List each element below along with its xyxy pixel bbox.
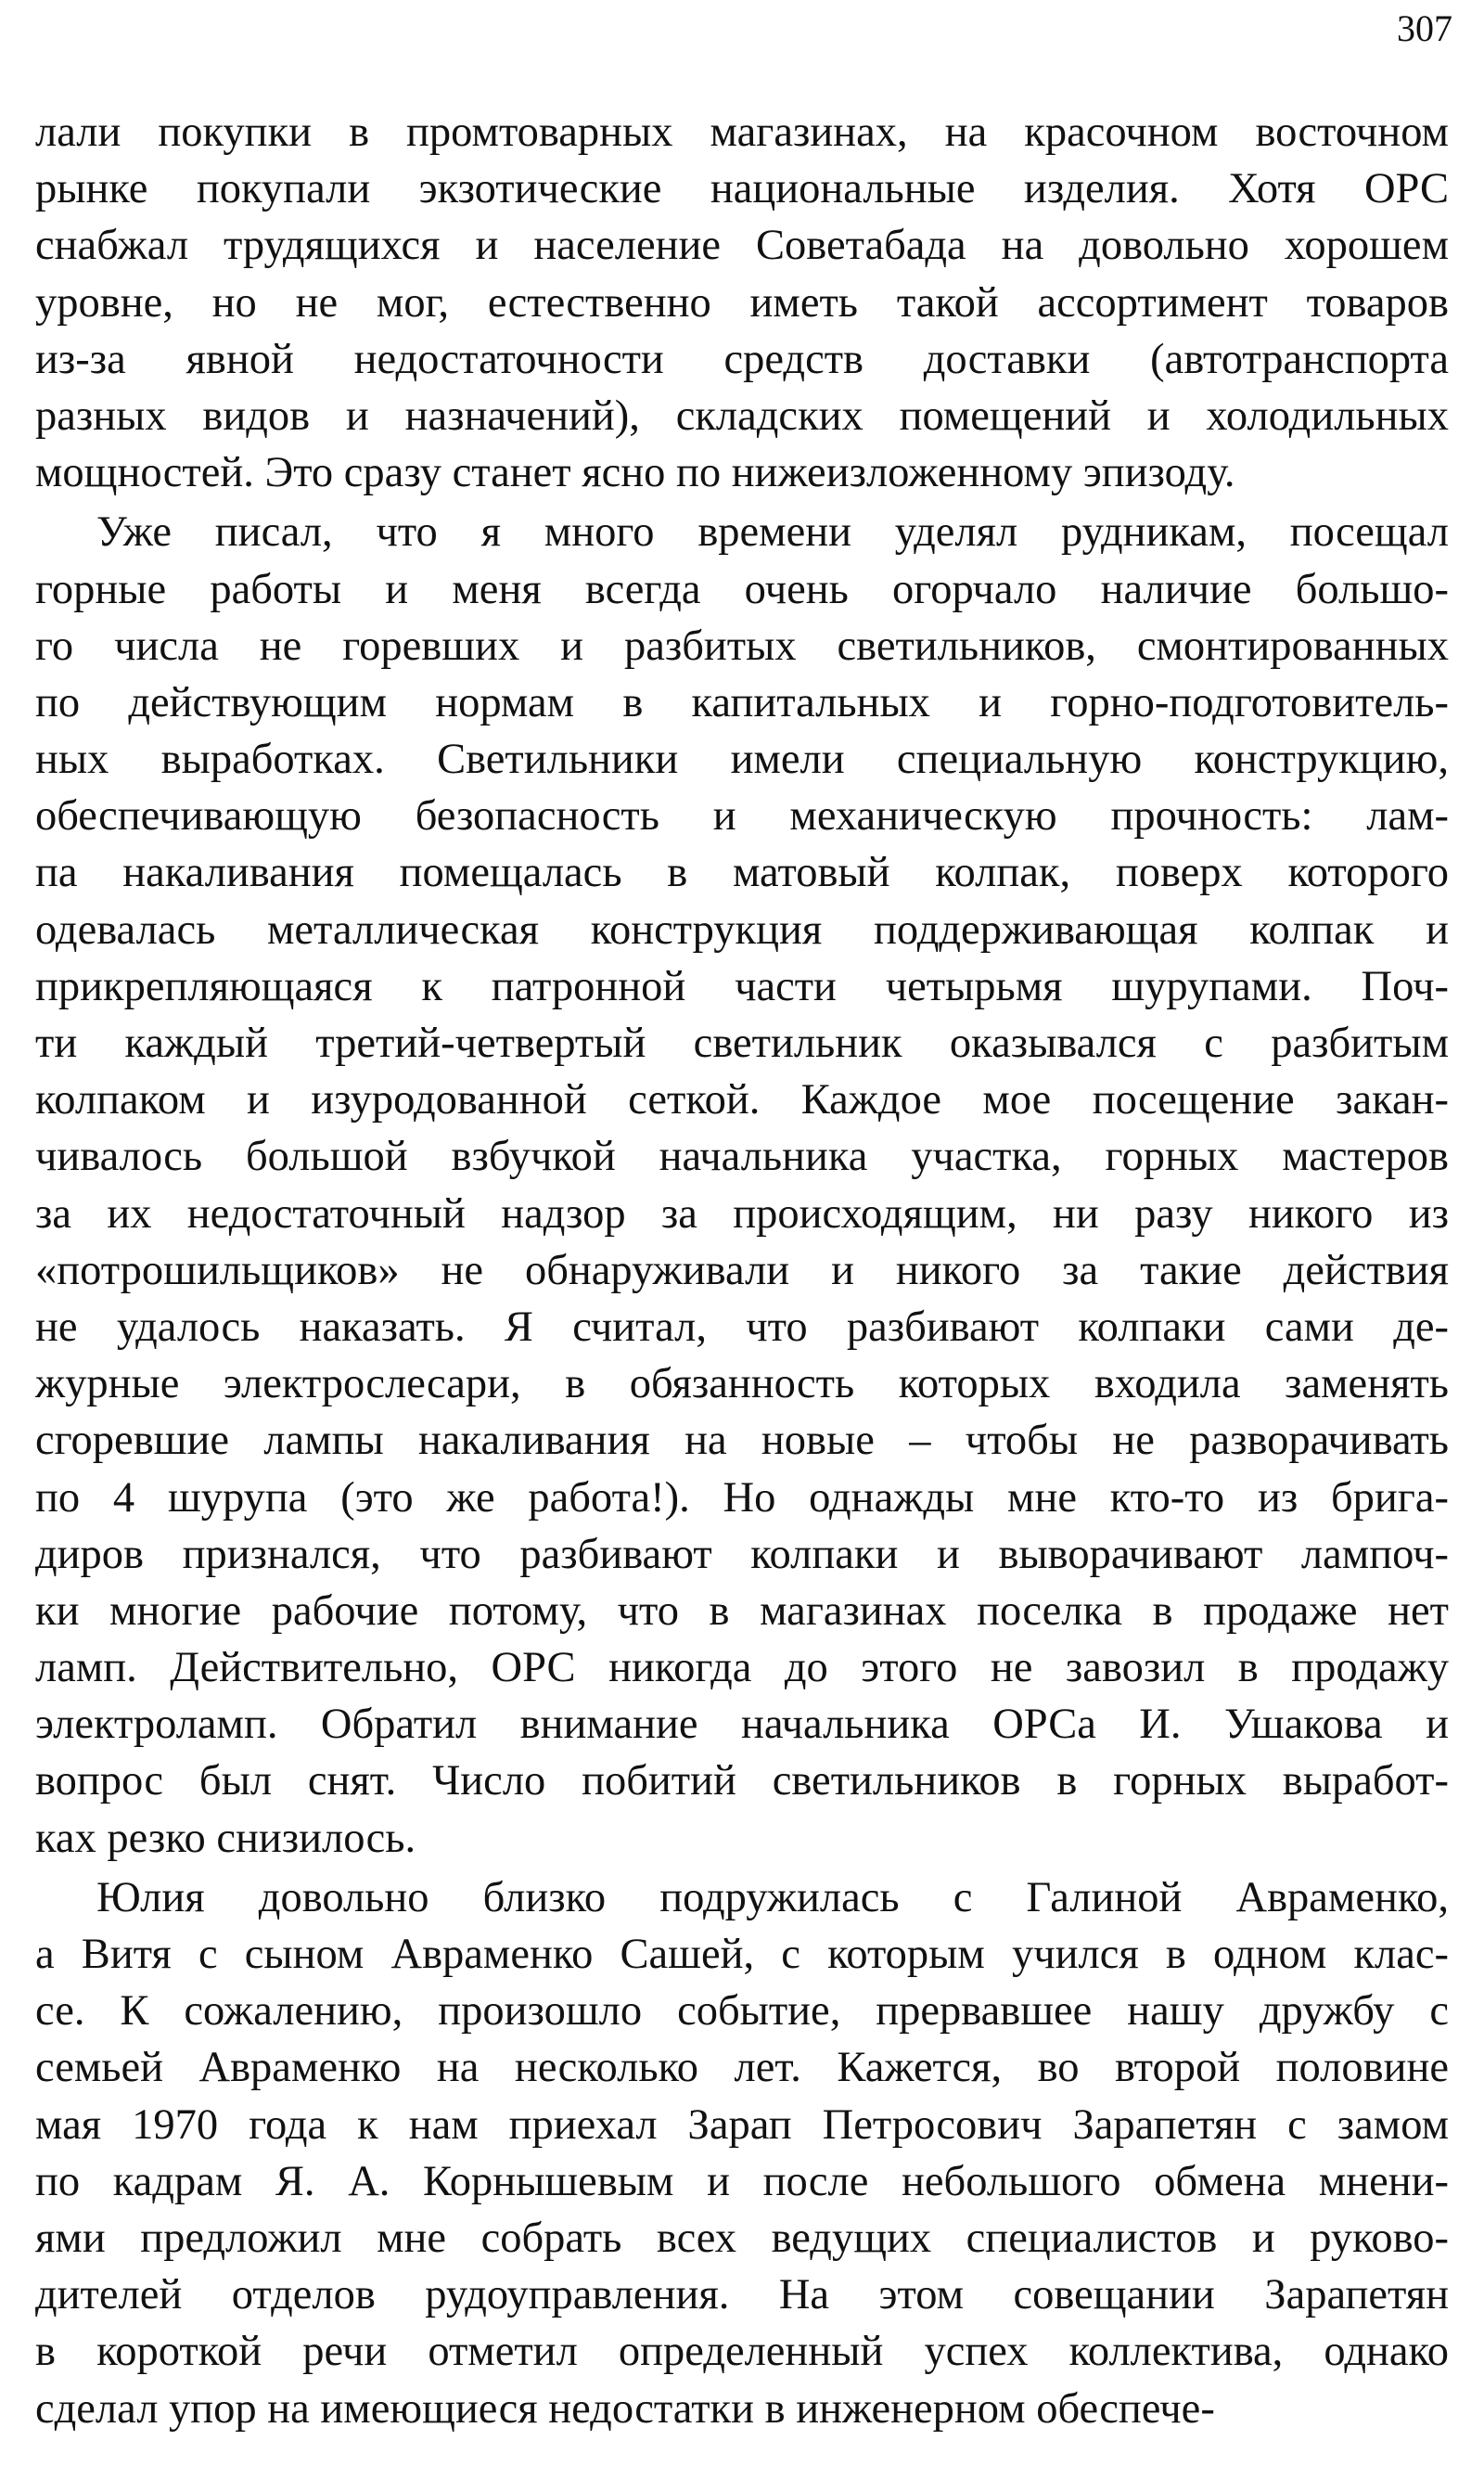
text-line: колпаком и изуродованной сеткой. Каждое мое посещение закан- [35, 1076, 1449, 1124]
text-line: сгоревшие лампы накаливания на новые – чтобы не разворачивать [35, 1417, 1449, 1465]
text-line: Уже писал, что я много времени уделял рудникам, посещал [96, 508, 1449, 557]
text-line: ки многие рабочие потому, что в магазинах поселка в продаже нет [35, 1586, 1449, 1635]
text-line: разных видов и назначений), складских помещений и холодильных [35, 392, 1449, 440]
text-line: рынке покупали экзотические национальные изделия. Хотя ОРС [35, 165, 1449, 213]
text-line: горные работы и меня всегда очень огорчало наличие большо- [35, 565, 1449, 613]
text-line: из-за явной недостаточности средств доставки (автотранспорта [35, 335, 1449, 383]
paragraph [35, 1869, 1449, 2437]
text-line: ламп. Действительно, ОРС никогда до этого не завозил в продажу [35, 1644, 1449, 1692]
text-line: по кадрам Я. А. Корнышевым и после небольшого обмена мнени- [35, 2157, 1449, 2205]
paragraph [35, 504, 1449, 1867]
text-line: лали покупки в промтоварных магазинах, на красочном восточном [35, 109, 1449, 156]
text-line: уровне, но не мог, естественно иметь такой ассортимент товаров [35, 278, 1449, 327]
text-line: ных выработках. Светильники имели специальную конструкцию, [35, 736, 1449, 784]
text-line: в короткой речи отметил определенный успех коллектива, однако [35, 2328, 1449, 2376]
text-line: одевалась металлическая конструкция поддерживающая колпак и [35, 905, 1449, 954]
text-line: па накаливания помещалась в матовый колпак, поверх которого [35, 849, 1449, 897]
text-line: электроламп. Обратил внимание начальника ОРСа И. Ушакова и [35, 1701, 1449, 1749]
text-line: а Витя с сыном Авраменко Сашей, с которым учился в одном клас- [35, 1931, 1449, 1978]
text-line: го числа не горевших и разбитых светильников, смонтированных [35, 622, 1449, 670]
text-line: прикрепляющаяся к патронной части четырьмя шурупами. Поч- [35, 962, 1449, 1010]
text-line: вопрос был снят. Число побитий светильников в горных выработ- [35, 1757, 1449, 1805]
text-line: за их недостаточный надзор за происходящим, ни разу никого из [35, 1189, 1449, 1238]
page-number: 307 [1397, 7, 1452, 49]
paragraph [35, 104, 1449, 501]
text-line: ями предложил мне собрать всех ведущих специалистов и руково- [35, 2214, 1449, 2262]
text-line: семьей Авраменко на несколько лет. Кажется, во второй половине [35, 2044, 1449, 2092]
text-line: Юлия довольно близко подружилась с Галиной Авраменко, [96, 1873, 1449, 1921]
text-line: диров признался, что разбивают колпаки и выворачивают лампоч- [35, 1530, 1449, 1578]
body-text [35, 104, 1449, 2437]
text-line: не удалось наказать. Я считал, что разбивают колпаки сами де- [35, 1303, 1449, 1351]
text-line: чивалось большой взбучкой начальника участка, горных мастеров [35, 1133, 1449, 1181]
text-line: ках резко снизилось. [35, 1814, 416, 1862]
text-line: сделал упор на имеющиеся недостатки в инженерном обеспече- [35, 2384, 1215, 2433]
text-line: «потрошильщиков» не обнаруживали и никого за такие действия [35, 1246, 1449, 1294]
text-line: се. К сожалению, произошло событие, прервавшее нашу дружбу с [35, 1987, 1449, 2036]
text-line: дителей отделов рудоуправления. На этом совещании Зарапетян [35, 2271, 1449, 2319]
text-line: мощностей. Это сразу станет ясно по нижеизложенному эпизоду. [35, 449, 1235, 497]
text-line: обеспечивающую безопасность и механическую прочность: лам- [35, 792, 1449, 841]
text-line: ти каждый третий-четвертый светильник оказывался с разбитым [35, 1020, 1449, 1067]
text-line: снабжал трудящихся и население Советабада на довольно хорошем [35, 222, 1449, 270]
text-line: журные электрослесари, в обязанность которых входила заменять [35, 1360, 1449, 1408]
text-line: по действующим нормам в капитальных и горно-подготовитель- [35, 678, 1449, 726]
text-line: мая 1970 года к нам приехал Зарап Петросович Зарапетян с замом [35, 2100, 1449, 2149]
text-line: по 4 шурупа (это же работа!). Но однажды мне кто-то из брига- [35, 1473, 1449, 1522]
